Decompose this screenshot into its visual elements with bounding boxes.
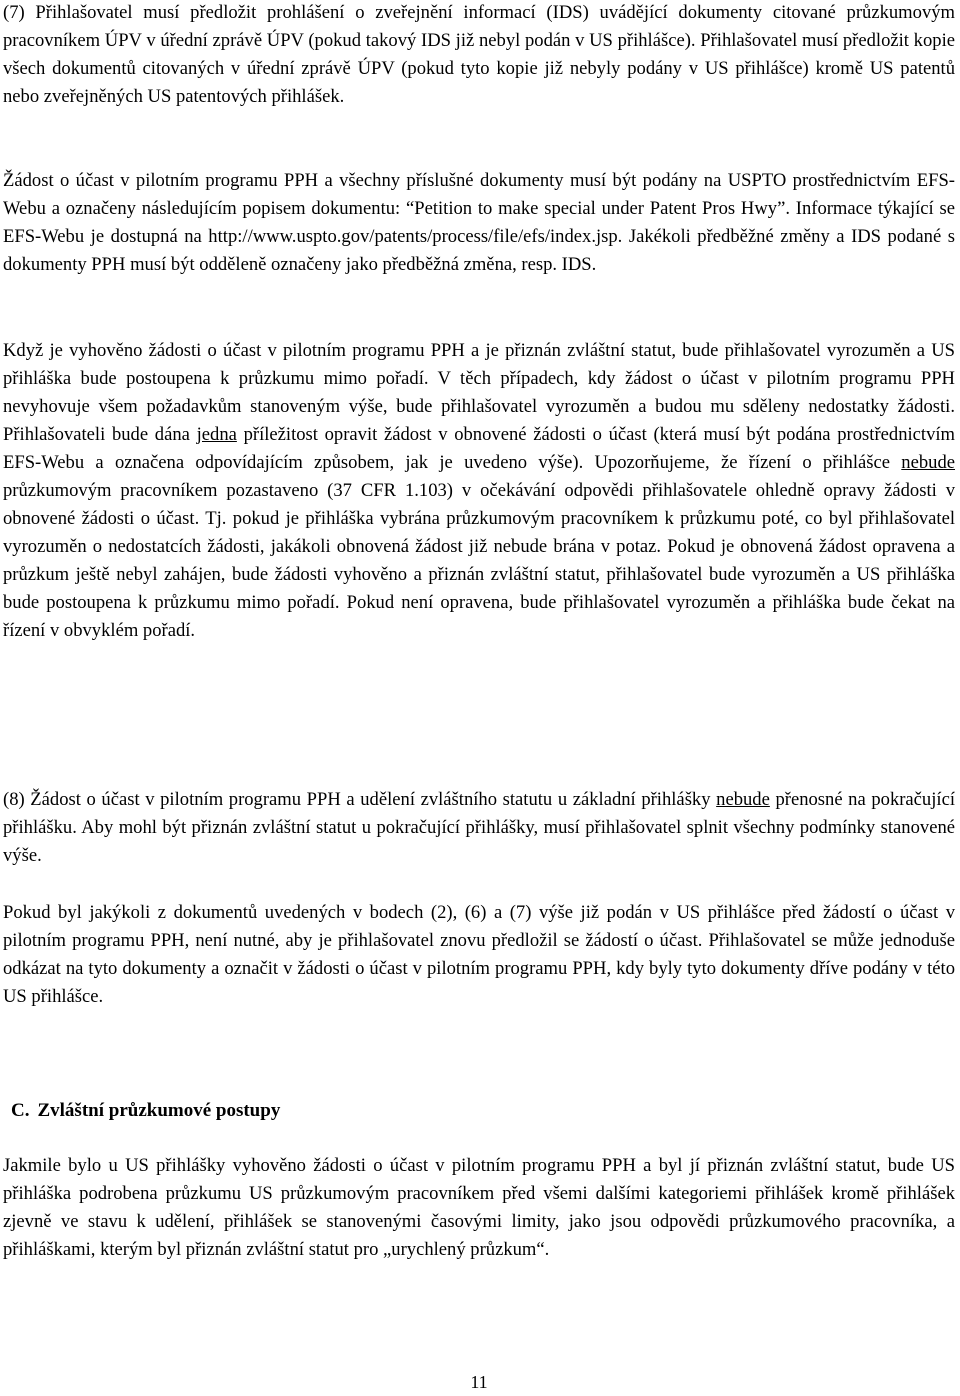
underlined-word-nebude: nebude <box>716 789 770 810</box>
underlined-word-jedna: jedna <box>196 424 237 445</box>
paragraph-text-segment: (8) Žádost o účast v pilotním programu PPH a udělení zvláštního statutu u základní přihlášky <box>3 789 717 810</box>
paragraph-efs-web-submission: Žádost o účast v pilotním programu PPH a všechny příslušné dokumenty musí být podány na USPTO prostřednictvím EFS-Webu a označeny následujícím popisem dokumentu: “Petition to make special under Patent Pros Hwy”. Informace týkající se EFS-Webu je dostupná na http://www.uspto.gov/patents/process/file/efs/index.jsp. Jakékoli předběžné změny a IDS podané s dokumenty PPH musí být odděleně označeny jako předběžná změna, resp. IDS. <box>3 170 955 275</box>
paragraph-special-examination: Jakmile bylo u US přihlášky vyhověno žádosti o účast v pilotním programu PPH a byl jí přiznán zvláštní statut, bude US přihláška podrobena průzkumu US průzkumovým pracovníkem před všemi dalšími kategoriemi přihlášek kromě přihlášek zjevně ve stavu k udělení, přihlášek se stanovenými časovými limity, jako jsou odpovědi průzkumového pracovníka, a přihláškami, kterým byl přiznán zvláštní statut pro „urychlený průzkum“. <box>3 1155 955 1260</box>
paragraph-previously-filed-documents: Pokud byl jakýkoli z dokumentů uvedených v bodech (2), (6) a (7) výše již podán v US přihlášce před žádostí o účast v pilotním programu PPH, není nutné, aby je přihlašovatel znovu předložil se žádostí o účast. Přihlašovatel se může jednoduše odkázat na tyto dokumenty a označit v žádosti o účast v pilotním programu PPH, kdy byly tyto dokumenty dříve podány v této US přihlášce. <box>3 902 955 1007</box>
paragraph-text-segment: průzkumovým pracovníkem pozastaveno (37 CFR 1.103) v očekávání odpovědi přihlašovatele ohledně opravy žádosti v obnovené žádosti o účast. Tj. pokud je přihláška vybrána průzkumovým pracovníkem k průzkumu poté, co byl přihlašovatel vyrozuměn o nedostatcích žádosti, jakákoli obnovená žádost již nebude brána v potaz. Pokud je obnovená žádost opravena a průzkum ještě nebyl zahájen, bude žádosti vyhověno a přiznán zvláštní statut, přihlašovatel bude vyrozuměn a US přihláška bude postoupena k průzkumu mimo pořadí. Pokud není opravena, bude přihlašovatel vyrozuměn a přihláška bude čekat na řízení v obvyklém pořadí. <box>3 480 955 641</box>
section-number: C. <box>11 1100 30 1121</box>
paragraph-text-segment: Když je vyhověno žádosti o účast v pilotním programu PPH a je přiznán zvláštní statut, bude přihlašovatel vyrozuměn a US přihláška bude postoupena k průzkumu mimo pořadí. V těch případech, kdy žádost o účast v pilotním programu PPH nevyhovuje všem požadavkům stanoveným výše, bude přihlašovatel vyrozuměn a budou mu sděleny nedostatky žádosti. Přihlašovateli bude dána <box>3 340 955 445</box>
paragraph-text-segment: přenosné na pokračující přihlášku. Aby mohl být přiznán zvláštní statut u pokračující přihlášky, musí přihlašovatel splnit všechny podmínky stanovené výše. <box>3 789 955 866</box>
section-heading-c <box>11 1097 280 1125</box>
paragraph-petition-granted <box>3 337 955 645</box>
underlined-word-nebude: nebude <box>901 452 955 473</box>
paragraph-item-7: (7) Přihlašovatel musí předložit prohlášení o zveřejnění informací (IDS) uvádějící dokumenty citované průzkumovým pracovníkem ÚPV v úřední zprávě ÚPV (pokud takový IDS již nebyl podán v US přihlášce). Přihlašovatel musí předložit kopie všech dokumentů citovaných v úřední zprávě ÚPV (pokud tyto kopie již nebyly podány v US přihlášce) kromě US patentů nebo zveřejněných US patentových přihlášek. <box>3 2 955 107</box>
paragraph-item-8 <box>3 786 955 870</box>
page-number: 11 <box>470 1372 488 1392</box>
section-title: Zvláštní průzkumové postupy <box>37 1100 281 1121</box>
paragraph-text-segment: příležitost opravit žádost v obnovené žádosti o účast (která musí být podána prostřednictvím EFS-Webu a označena odpovídajícím způsobem, jak je uvedeno výše). Upozorňujeme, že řízení o přihlášce <box>3 424 955 473</box>
